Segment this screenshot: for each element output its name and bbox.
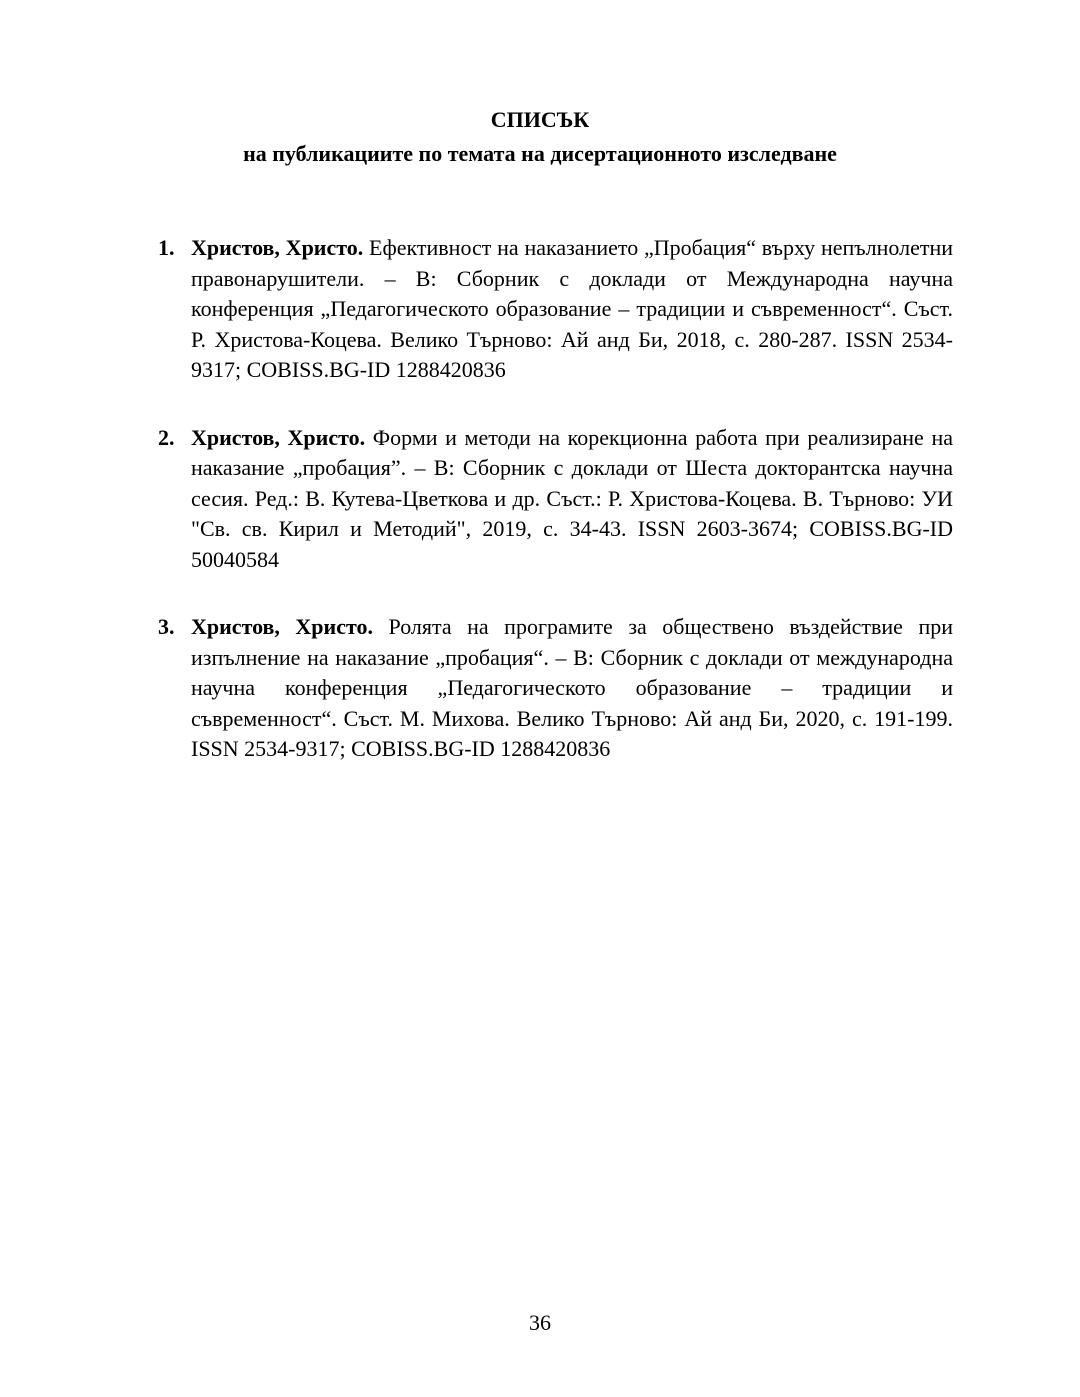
publication-author: Христов, Христо. [191, 614, 373, 639]
publication-number: 3. [158, 614, 175, 639]
publication-citation: Ефективност на наказанието „Пробация“ върху непълнолетни правонарушители. – В: Сборник с доклади от Международна научна конференция „Педагогическото образование – традиции и съвременност“. Съст. Р. Христова-Коцева. Велико Търново: Ай анд Би, 2018, с. 280-287. ISSN 2534-9317; COBISS.BG-ID 1288420836 [191, 235, 954, 382]
publication-item-3 [158, 612, 953, 765]
publication-number: 2. [158, 424, 175, 450]
page-title: СПИСЪК [490, 107, 590, 132]
publication-author: Христов, Христо. [191, 424, 366, 450]
publication-number: 1. [158, 235, 175, 260]
publication-list [158, 233, 953, 765]
publication-citation: Форми и методи на корекционна работа при реализиране на наказание „пробация”. – В: Сборник с доклади от Шеста докторантска научна сесия. Ред.: В. Кутева-Цветкова и др. Съст.: Р. Христова-Коцева. В. Търново: УИ "Св. св. Кирил и Методий", 2019, с. 34-43. ISSN 2603-3674; COBISS.BG-ID 50040584 [191, 424, 953, 572]
publication-citation: Ролята на програмите за обществено въздействие при изпълнение на наказание „пробация“. – В: Сборник с доклади от международна научна конференция „Педагогическото образование – традиции и съвременност“. Съст. М. Михова. Велико Търново: Ай анд Би, 2020, с. 191-199. ISSN 2534-9317; COBISS.BG-ID 1288420836 [191, 614, 953, 761]
page-number: 36 [529, 1310, 551, 1335]
publication-author: Христов, Христо. [191, 235, 364, 260]
publication-item-1 [158, 233, 953, 386]
publication-item-2 [158, 423, 953, 576]
page-subtitle: на публикациите по темата на дисертационното изследване [243, 141, 837, 166]
